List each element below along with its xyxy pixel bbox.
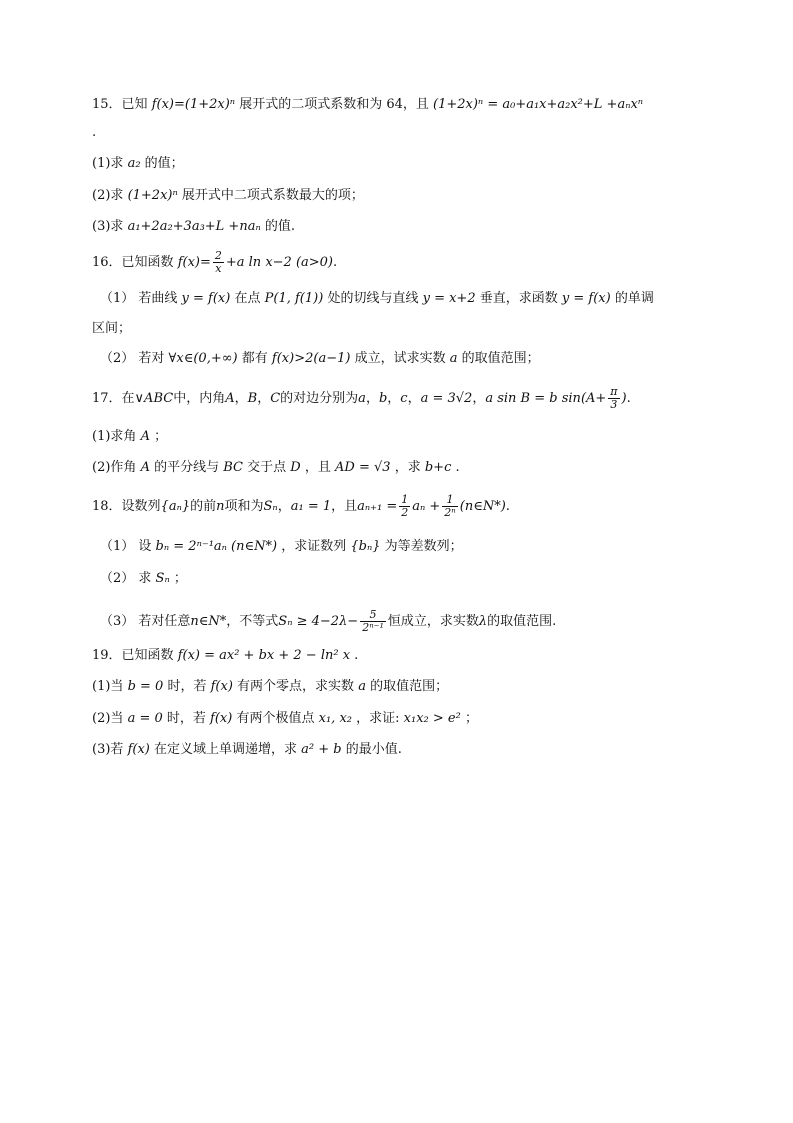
math: y = f(x) — [561, 291, 611, 306]
text: ，且 — [304, 460, 331, 475]
text: （3） 若对任意 — [100, 614, 191, 629]
math: f(x)=(1+2x)ⁿ — [151, 97, 236, 112]
math: Sₙ ≥ 4−2λ− — [278, 614, 359, 629]
text: ； — [154, 429, 168, 444]
problem-18-q3 — [100, 609, 556, 634]
math: f(x)>2(a−1) — [271, 351, 351, 366]
math: (1+2x)ⁿ — [127, 188, 178, 203]
text: 16．已知函数 — [92, 255, 174, 270]
text: ， — [257, 391, 271, 406]
text: （2） 若对 — [100, 351, 165, 366]
math: aₙ₊₁ = — [357, 499, 398, 514]
math: A — [140, 429, 150, 444]
fraction-denominator: 3 — [610, 398, 618, 411]
math: y = x+2 — [422, 291, 476, 306]
fraction-numerator: 1 — [442, 494, 457, 507]
text: ， — [234, 391, 248, 406]
problem-18-q2 — [100, 570, 187, 588]
problem-17-stem — [92, 386, 631, 411]
math: (A+ — [580, 391, 607, 406]
math: a = 0 — [127, 711, 163, 726]
math: f(x) — [127, 742, 150, 757]
text: ，不等式 — [226, 614, 279, 629]
text: ，且 — [331, 499, 358, 514]
problem-16-q1 — [100, 290, 654, 308]
text: 都有 — [241, 351, 268, 366]
text: 17．在 — [92, 391, 135, 406]
fraction-numerator: π — [610, 385, 618, 398]
text: (1)求角 — [92, 429, 137, 444]
text: 的单调 — [614, 291, 654, 306]
problem-18-q1 — [100, 538, 463, 556]
text: 有两个极值点 — [236, 711, 315, 726]
text: 的取值范围. — [487, 614, 557, 629]
math: aₙ + — [412, 499, 441, 514]
math: f(x) — [210, 679, 233, 694]
math: n — [216, 499, 225, 514]
math: {aₙ} — [160, 499, 191, 514]
text: 有两个零点，求实数 — [237, 679, 355, 694]
math: b = 0 — [127, 679, 164, 694]
text: ，求 — [394, 460, 421, 475]
problem-15-stem-end — [92, 124, 96, 142]
text: 的平分线与 — [154, 460, 220, 475]
math: b+c — [424, 460, 452, 475]
fraction-numerator: 2 — [214, 249, 222, 262]
math: (n∈N*) — [459, 499, 506, 514]
math: n∈N* — [190, 614, 227, 629]
text: (2)求 — [92, 188, 124, 203]
problem-15-stem — [92, 96, 643, 114]
problem-15-q2 — [92, 187, 364, 205]
math: a — [358, 391, 366, 406]
math: b — [378, 391, 388, 406]
text: 的取值范围； — [370, 679, 449, 694]
text: 中，内角 — [173, 391, 226, 406]
text: ， — [277, 499, 291, 514]
problem-15-q1 — [92, 155, 184, 173]
problem-18-stem — [92, 494, 510, 519]
problem-16-q2 — [100, 350, 540, 368]
text: ， — [407, 391, 421, 406]
text: 的值. — [264, 219, 295, 234]
text: 15．已知 — [92, 97, 148, 112]
text: 的最小值. — [345, 742, 402, 757]
problem-19-q3 — [92, 741, 402, 759]
math: a — [358, 679, 366, 694]
text: (2)当 — [92, 711, 124, 726]
math: Sₙ — [155, 571, 170, 586]
text: 在定义域上单调递增，求 — [154, 742, 298, 757]
fraction — [360, 609, 386, 634]
math: Sₙ — [263, 499, 278, 514]
math: y = f(x) — [181, 291, 231, 306]
math: bₙ = 2ⁿ⁻¹aₙ (n∈N*) — [155, 539, 278, 554]
math: a² + b — [301, 742, 342, 757]
fraction — [213, 250, 224, 275]
math: AD = √3 — [335, 460, 391, 475]
fraction-denominator: 2ⁿ — [444, 506, 456, 519]
text: 在点 — [234, 291, 261, 306]
math: BC — [223, 460, 243, 475]
problem-19-q1 — [92, 678, 448, 696]
text: 展开式中二项式系数最大的项； — [181, 188, 364, 203]
text: (3)求 — [92, 219, 124, 234]
text: 的前 — [190, 499, 217, 514]
text: . — [626, 391, 631, 406]
math: ∨ABC — [134, 391, 174, 406]
fraction-denominator: x — [215, 262, 222, 275]
text: ； — [173, 571, 187, 586]
math: +a ln x−2 (a>0) — [225, 255, 333, 270]
math: f(x)= — [177, 255, 211, 270]
math: x₁, x₂ — [318, 711, 352, 726]
problem-15-q3 — [92, 218, 295, 236]
fraction-numerator: 5 — [360, 609, 386, 622]
math: λ — [478, 614, 488, 629]
text: ，求证: — [356, 711, 400, 726]
problem-19-stem — [92, 647, 358, 665]
text: ， — [472, 391, 486, 406]
text: 垂直，求函数 — [479, 291, 558, 306]
text: 处的切线与直线 — [327, 291, 419, 306]
text: (3)若 — [92, 742, 124, 757]
problem-16-stem — [92, 250, 337, 275]
text: ， — [387, 391, 401, 406]
math: {bₙ} — [350, 539, 381, 554]
text: 18．设数列 — [92, 499, 161, 514]
text: 时，若 — [166, 711, 206, 726]
math: x₁x₂ > e² — [403, 711, 461, 726]
text: 为等差数列； — [384, 539, 463, 554]
fraction — [608, 386, 619, 411]
math: c — [400, 391, 408, 406]
text: 的值； — [144, 156, 184, 171]
text: (1)求 — [92, 156, 124, 171]
problem-16-q1-cont — [92, 320, 131, 338]
math: f(x) — [210, 711, 233, 726]
text: . — [92, 125, 97, 140]
math: f(x) = ax² + bx + 2 − ln² x — [177, 648, 351, 663]
text: . — [333, 255, 338, 270]
math: C — [270, 391, 281, 406]
text: . — [455, 460, 460, 475]
math: ∀x∈(0,+∞) — [168, 351, 238, 366]
text: 恒成立，求实数 — [387, 614, 479, 629]
text: 展开式的二项式系数和为 64，且 — [239, 97, 429, 112]
problem-19-q2 — [92, 710, 478, 728]
text: 的对边分别为 — [280, 391, 359, 406]
text: (2)作角 — [92, 460, 137, 475]
text: 19．已知函数 — [92, 648, 174, 663]
text: 交于点 — [247, 460, 287, 475]
text: . — [505, 499, 510, 514]
text: 的取值范围； — [461, 351, 540, 366]
math: a₁ = 1 — [290, 499, 332, 514]
text: 项和为 — [224, 499, 264, 514]
text: ； — [464, 711, 478, 726]
text: ， — [365, 391, 379, 406]
math: a = 3√2 — [420, 391, 473, 406]
math: D — [290, 460, 301, 475]
text: 区间； — [92, 321, 132, 336]
fraction — [442, 494, 457, 519]
math: a₂ — [127, 156, 141, 171]
math: P(1, f(1)) — [264, 291, 324, 306]
text: . — [354, 648, 359, 663]
math: a₁+2a₂+3a₃+L +naₙ — [127, 219, 261, 234]
problem-17-q1 — [92, 428, 167, 446]
text: （1） 设 — [100, 539, 152, 554]
text: （2） 求 — [100, 571, 152, 586]
fraction-denominator: 2 — [401, 506, 409, 519]
math: A — [225, 391, 235, 406]
fraction-numerator: 1 — [401, 493, 409, 506]
text: 时，若 — [167, 679, 207, 694]
fraction — [399, 494, 410, 519]
text: (1)当 — [92, 679, 124, 694]
text: ，求证数列 — [281, 539, 347, 554]
fraction-denominator: 2ⁿ⁻¹ — [362, 621, 384, 634]
problem-17-q2 — [92, 459, 460, 477]
math: (1+2x)ⁿ = a₀+a₁x+a₂x²+L +aₙxⁿ — [433, 97, 644, 112]
math: B — [247, 391, 258, 406]
math: a — [449, 351, 458, 366]
text: 成立，试求实数 — [354, 351, 446, 366]
text: （1） 若曲线 — [100, 291, 178, 306]
math: A — [140, 460, 150, 475]
math: ) — [621, 391, 627, 406]
math: a sin B = b sin — [485, 391, 581, 406]
